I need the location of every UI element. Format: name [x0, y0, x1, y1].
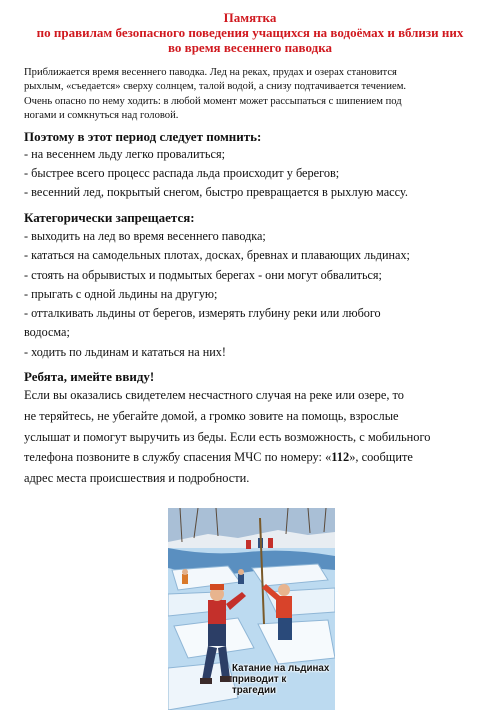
intro-paragraph: [24, 66, 480, 123]
warning-heading: Ребята, имейте ввиду!: [24, 369, 155, 384]
list-item: - отталкивать льдины от берегов, измерять глубину реки или любого: [24, 306, 381, 321]
list-item: - стоять на обрывистых и подмытых берегах - они могут обвалиться;: [24, 267, 382, 282]
intro-line: Очень опасно по нему ходить: в любой момент может рассыпаться с шипением под: [24, 95, 402, 107]
list-item: - кататься на самодельных плотах, досках, бревнах и плавающих льдинах;: [24, 248, 410, 263]
warning-line: [24, 447, 484, 468]
warning-line: услышат и помогут выручить из беды. Если есть возможность, с мобильного: [24, 429, 431, 444]
emergency-number: 112: [331, 450, 350, 465]
memo-title: [0, 10, 500, 55]
list-item: - выходить на лед во время весеннего паводка;: [24, 229, 266, 243]
title-line-2: по правилам безопасного поведения учащихся на водоёмах и вблизи них: [36, 25, 464, 40]
forbidden-list: [24, 227, 484, 362]
title-line-3: во время весеннего паводка: [168, 40, 332, 55]
intro-line: ногами и сомкнуться над головой.: [24, 109, 179, 121]
list-item: - весенний лед, покрытый снегом, быстро превращается в рыхлую массу.: [24, 185, 408, 200]
warning-line: Если вы оказались свидетелем несчастного случая на реке или озере, то: [24, 388, 405, 402]
poster-caption: [232, 663, 332, 696]
list-item: - ходить по льдинам и кататься на них!: [24, 344, 226, 359]
caption-line-1: Катание на льдинах: [232, 663, 330, 674]
warning-text: », сообщите: [349, 450, 413, 465]
intro-line: Приближается время весеннего паводка. Лед на реках, прудах и озерах становится: [24, 67, 397, 78]
warning-paragraph: [24, 385, 484, 489]
list-item: - быстрее всего процесс распада льда происходит у берегов;: [24, 166, 340, 181]
list-item: - на весеннем льду легко провалиться;: [24, 147, 226, 161]
remember-list: [24, 145, 484, 203]
ice-floe-poster: [168, 508, 335, 710]
warning-text: телефона позвоните в службу спасения МЧС по номеру: «: [24, 450, 332, 465]
forbidden-heading: Категорически запрещается:: [24, 210, 195, 225]
intro-line: рыхлым, «съедается» сверху солнцем, талой водой, а снизу подтачивается течением.: [24, 81, 407, 93]
warning-line: не теряйтесь, не убегайте домой, а громко зовите на помощь, взрослые: [24, 408, 399, 423]
list-item: водосма;: [24, 325, 70, 340]
list-item: - прыгать с одной льдины на другую;: [24, 286, 218, 301]
remember-heading: Поэтому в этот период следует помнить:: [24, 129, 262, 144]
warning-line: адрес места происшествия и подробности.: [24, 471, 250, 486]
title-line-1: Памятка: [223, 10, 277, 25]
caption-line-2: приводит к трагедии: [232, 674, 287, 696]
